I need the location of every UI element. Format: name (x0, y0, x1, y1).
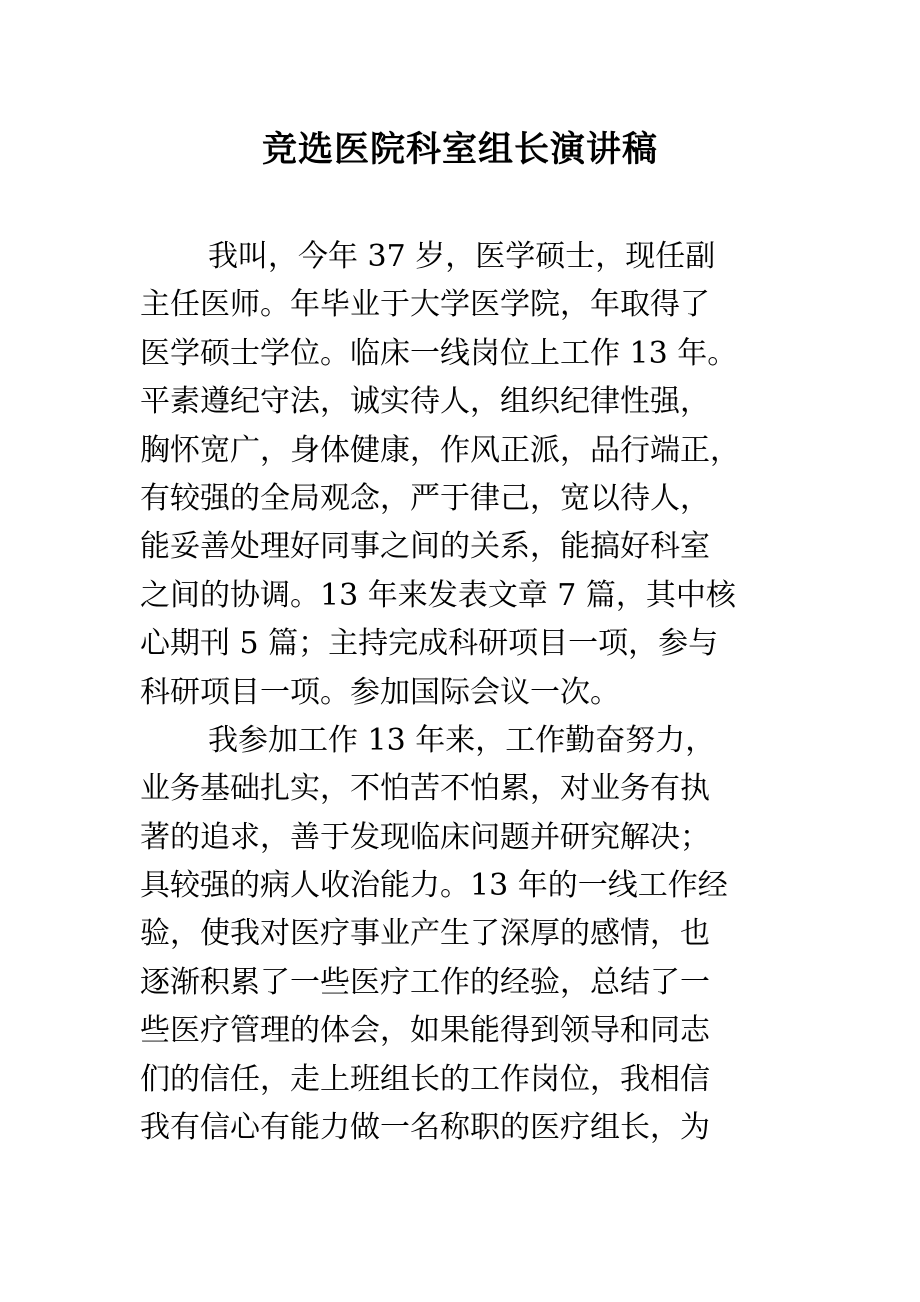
text-line: 我有信心有能力做一名称职的医疗组长，为 (140, 1110, 710, 1146)
text-line: 些医疗管理的体会，如果能得到领导和同志 (140, 1013, 710, 1049)
text-line: 之间的协调。13 年来发表文章 7 篇，其中核 (140, 577, 736, 613)
text-line: 科研项目一项。参加国际会议一次。 (140, 674, 620, 710)
text-line: 心期刊 5 篇；主持完成科研项目一项，参与 (140, 626, 719, 662)
text-line: 我叫，今年 37 岁，医学硕士，现任副 (208, 239, 716, 274)
text-line: 有较强的全局观念，严于律己，宽以待人， (140, 480, 710, 516)
text-line: 验，使我对医疗事业产生了深厚的感情，也 (140, 916, 710, 952)
text-line: 我参加工作 13 年来，工作勤奋努力， (208, 722, 716, 758)
paragraph-1 (140, 233, 790, 717)
text-line: 逐渐积累了一些医疗工作的经验，总结了一 (140, 964, 710, 1000)
text-line: 业务基础扎实，不怕苦不怕累，对业务有执 (140, 771, 710, 807)
document-title: 竞选医院科室组长演讲稿 (261, 129, 658, 170)
document-body (140, 233, 790, 1152)
text-line: 著的追求，善于发现临床问题并研究解决； (140, 819, 710, 855)
text-line: 能妥善处理好同事之间的关系，能搞好科室 (140, 529, 710, 565)
text-line: 平素遵纪守法，诚实待人，组织纪律性强， (140, 384, 710, 420)
text-line: 医学硕士学位。临床一线岗位上工作 13 年。 (140, 335, 738, 371)
text-line: 们的信任，走上班组长的工作岗位，我相信 (140, 1061, 710, 1097)
text-line: 主任医师。年毕业于大学医学院，年取得了 (140, 287, 710, 323)
paragraph-2 (140, 717, 790, 1153)
text-line: 具较强的病人收治能力。13 年的一线工作经 (140, 868, 728, 904)
text-line: 胸怀宽广，身体健康，作风正派，品行端正， (140, 432, 740, 468)
